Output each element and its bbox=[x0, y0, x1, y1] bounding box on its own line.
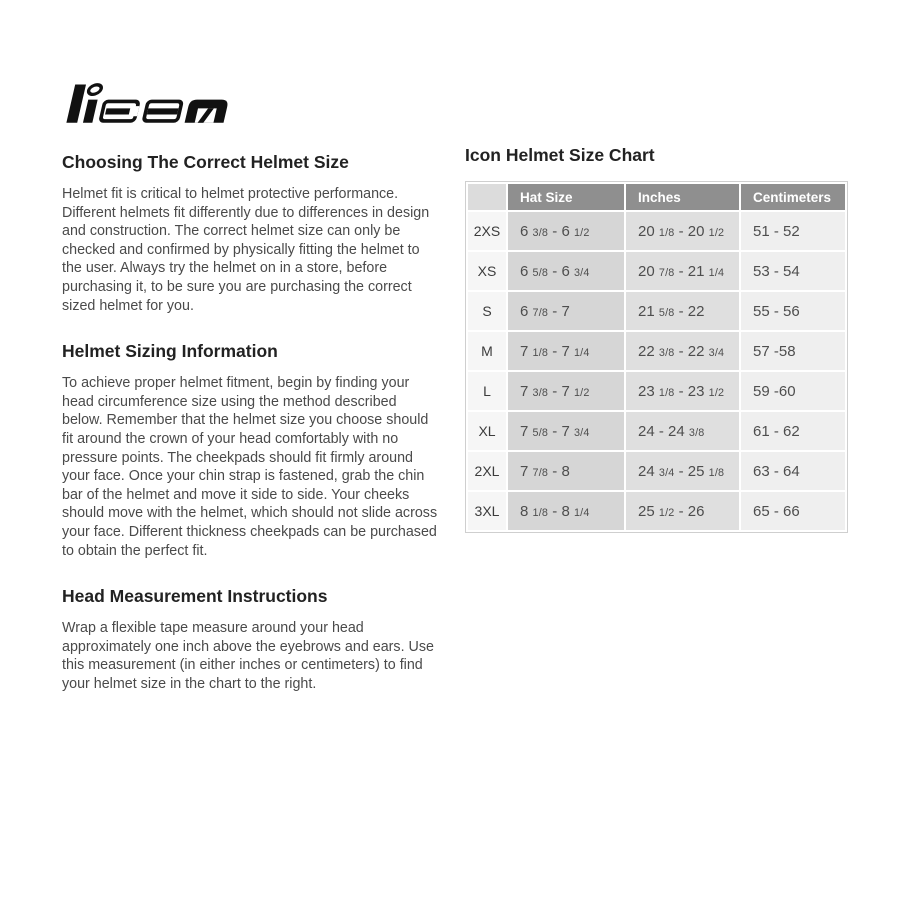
icon-logo-graphic bbox=[62, 82, 235, 126]
size-cell: M bbox=[468, 332, 506, 370]
size-cell: L bbox=[468, 372, 506, 410]
column-header-hat-size: Hat Size bbox=[508, 184, 624, 210]
section-body: Wrap a flexible tape measure around your head approximately one inch above the eyebrows and ears. Use this measurement (in either inches or centimeters) to find your helmet size in the chart to the right. bbox=[62, 620, 434, 692]
hat-size-cell: 6 5/8 - 6 3/4 bbox=[508, 252, 624, 290]
inches-cell: 22 3/8 - 22 3/4 bbox=[626, 332, 739, 370]
hat-size-cell: 7 3/8 - 7 1/2 bbox=[508, 372, 624, 410]
table-row bbox=[468, 292, 845, 330]
inches-cell: 24 3/4 - 25 1/8 bbox=[626, 452, 739, 490]
section-body: To achieve proper helmet fitment, begin by finding your head circumference size using the method described below. Remember that the helmet size you choose should fit around the crown of your head comfortably with no pressure points. The cheekpads should fit firmly around your face. Once your chin strap is fastened, grab the chin bar of the helmet and move it side to side. Your cheeks should move with the helmet, which should not slide across your face. Different thickness cheekpads can be purchased to obtain the perfect fit. bbox=[62, 375, 438, 559]
centimeters-cell: 53 - 54 bbox=[741, 252, 845, 290]
column-header-centimeters: Centimeters bbox=[741, 184, 845, 210]
size-table bbox=[465, 181, 848, 533]
section-heading: Head Measurement Instructions bbox=[62, 586, 328, 607]
hat-size-cell: 7 7/8 - 8 bbox=[508, 452, 624, 490]
table-header-row bbox=[468, 184, 845, 210]
left-column bbox=[62, 82, 438, 693]
section-helmet-sizing-information bbox=[62, 341, 438, 560]
icon-logo bbox=[62, 82, 235, 126]
table-row bbox=[468, 452, 845, 490]
inches-cell: 24 - 24 3/8 bbox=[626, 412, 739, 450]
inches-cell: 20 7/8 - 21 1/4 bbox=[626, 252, 739, 290]
size-table-body bbox=[468, 212, 845, 530]
inches-cell: 21 5/8 - 22 bbox=[626, 292, 739, 330]
centimeters-cell: 65 - 66 bbox=[741, 492, 845, 530]
table-row bbox=[468, 412, 845, 450]
centimeters-cell: 59 -60 bbox=[741, 372, 845, 410]
centimeters-cell: 63 - 64 bbox=[741, 452, 845, 490]
table-row bbox=[468, 252, 845, 290]
section-heading: Choosing The Correct Helmet Size bbox=[62, 152, 349, 172]
centimeters-cell: 57 -58 bbox=[741, 332, 845, 370]
right-column bbox=[465, 145, 847, 533]
table-row bbox=[468, 332, 845, 370]
hat-size-cell: 7 1/8 - 7 1/4 bbox=[508, 332, 624, 370]
hat-size-cell: 7 5/8 - 7 3/4 bbox=[508, 412, 624, 450]
inches-cell: 23 1/8 - 23 1/2 bbox=[626, 372, 739, 410]
centimeters-cell: 61 - 62 bbox=[741, 412, 845, 450]
size-cell: 2XL bbox=[468, 452, 506, 490]
size-cell: 3XL bbox=[468, 492, 506, 530]
column-header-inches: Inches bbox=[626, 184, 739, 210]
section-heading: Helmet Sizing Information bbox=[62, 341, 278, 362]
table-row bbox=[468, 212, 845, 250]
hat-size-cell: 8 1/8 - 8 1/4 bbox=[508, 492, 624, 530]
inches-cell: 25 1/2 - 26 bbox=[626, 492, 739, 530]
size-cell: XL bbox=[468, 412, 506, 450]
chart-title: Icon Helmet Size Chart bbox=[465, 145, 655, 165]
inches-cell: 20 1/8 - 20 1/2 bbox=[626, 212, 739, 250]
size-table-head bbox=[468, 184, 845, 210]
section-choosing-helmet-size bbox=[62, 152, 438, 315]
centimeters-cell: 51 - 52 bbox=[741, 212, 845, 250]
size-cell: XS bbox=[468, 252, 506, 290]
corner-cell bbox=[468, 184, 506, 210]
size-cell: 2XS bbox=[468, 212, 506, 250]
table-row bbox=[468, 492, 845, 530]
table-row bbox=[468, 372, 845, 410]
section-head-measurement-instructions bbox=[62, 586, 438, 693]
section-body: Helmet fit is critical to helmet protective performance. Different helmets fit differently due to differences in design and construction. The correct helmet size can only be checked and confirmed by physically fitting the helmet to the user. Always try the helmet on in a store, before purchasing it, to be sure you are purchasing the correct sized helmet for you. bbox=[62, 186, 430, 314]
centimeters-cell: 55 - 56 bbox=[741, 292, 845, 330]
hat-size-cell: 6 7/8 - 7 bbox=[508, 292, 624, 330]
hat-size-cell: 6 3/8 - 6 1/2 bbox=[508, 212, 624, 250]
size-cell: S bbox=[468, 292, 506, 330]
